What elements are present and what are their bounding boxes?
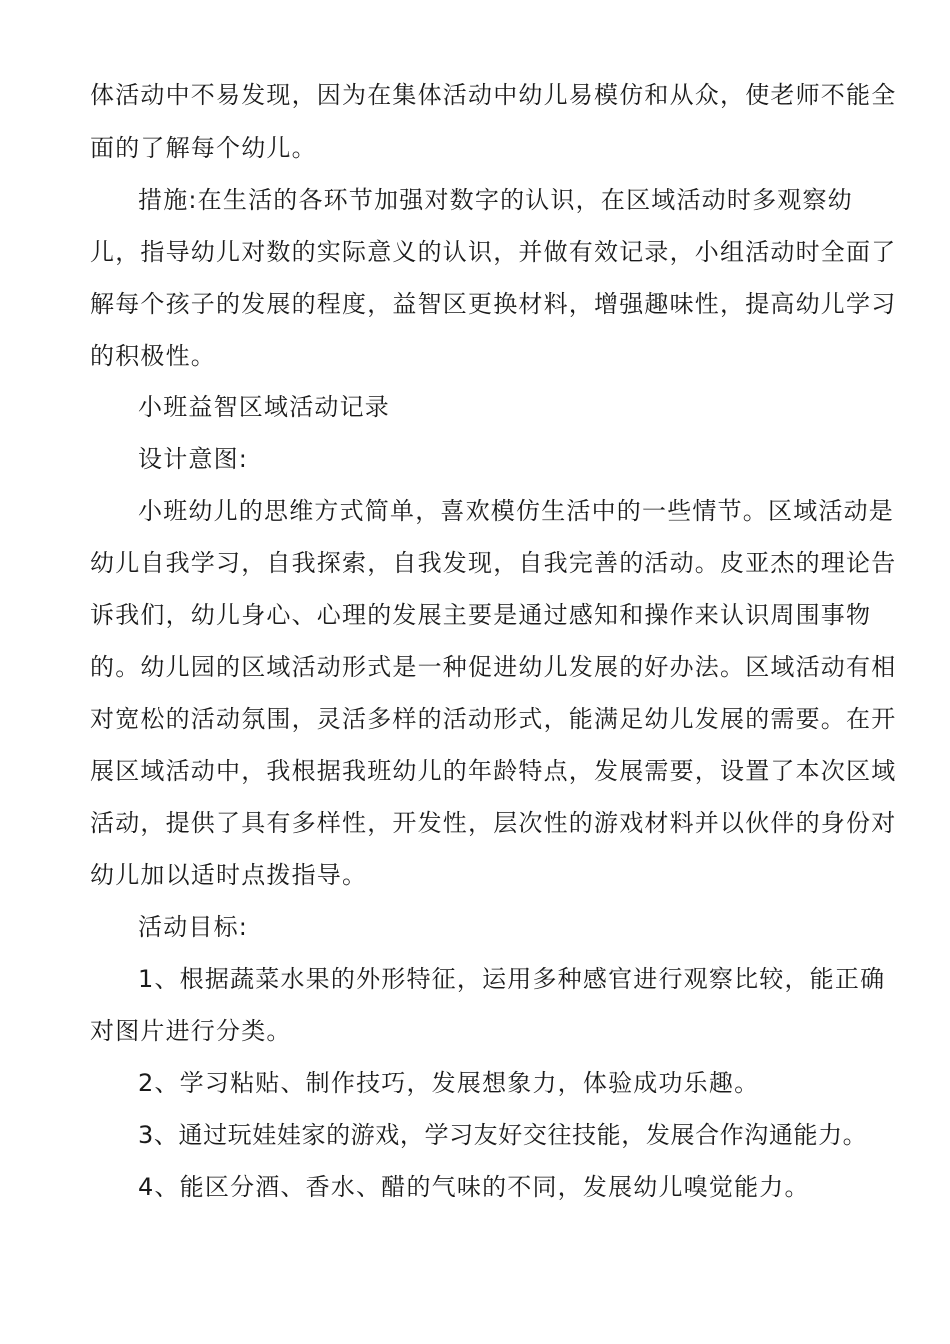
design-intent-heading: 设计意图: <box>138 445 249 473</box>
measures-paragraph-line: 措施:在生活的各环节加强对数字的认识，在区域活动时多观察幼 <box>138 186 853 214</box>
goal-item-4: 4、能区分酒、香水、醋的气味的不同，发展幼儿嗅觉能力。 <box>138 1173 810 1201</box>
paragraph-line: 活动，提供了具有多样性，开发性，层次性的游戏材料并以伙伴的身份对 <box>90 809 897 837</box>
goal-item-1: 1、根据蔬菜水果的外形特征，运用多种感官进行观察比较，能正确 <box>138 965 886 993</box>
paragraph-line: 幼儿自我学习，自我探索，自我发现，自我完善的活动。皮亚杰的理论告 <box>90 549 897 577</box>
goal-item-3: 3、通过玩娃娃家的游戏，学习友好交往技能，发展合作沟通能力。 <box>138 1121 868 1149</box>
paragraph-line: 诉我们，幼儿身心、心理的发展主要是通过感知和操作来认识周围事物 <box>90 601 872 629</box>
paragraph-line: 面的了解每个幼儿。 <box>90 134 317 162</box>
paragraph-line: 儿，指导幼儿对数的实际意义的认识，并做有效记录，小组活动时全面了 <box>90 238 897 266</box>
design-intent-line: 小班幼儿的思维方式简单，喜欢模仿生活中的一些情节。区域活动是 <box>138 497 894 525</box>
paragraph-line: 的积极性。 <box>90 342 216 370</box>
section-title: 小班益智区域活动记录 <box>138 393 390 421</box>
paragraph-line: 对宽松的活动氛围，灵活多样的活动形式，能满足幼儿发展的需要。在开 <box>90 705 897 733</box>
goal-item-1-continued: 对图片进行分类。 <box>90 1017 292 1045</box>
paragraph-line: 展区域活动中，我根据我班幼儿的年龄特点，发展需要，设置了本次区域 <box>90 757 897 785</box>
paragraph-line: 体活动中不易发现，因为在集体活动中幼儿易模仿和从众，使老师不能全 <box>90 81 897 109</box>
paragraph-line: 的。幼儿园的区域活动形式是一种促进幼儿发展的好办法。区域活动有相 <box>90 653 897 681</box>
activity-goals-heading: 活动目标: <box>138 913 249 941</box>
paragraph-line: 解每个孩子的发展的程度，益智区更换材料，增强趣味性，提高幼儿学习 <box>90 290 897 318</box>
paragraph-line: 幼儿加以适时点拨指导。 <box>90 861 368 889</box>
goal-item-2: 2、学习粘贴、制作技巧，发展想象力，体验成功乐趣。 <box>138 1069 760 1097</box>
